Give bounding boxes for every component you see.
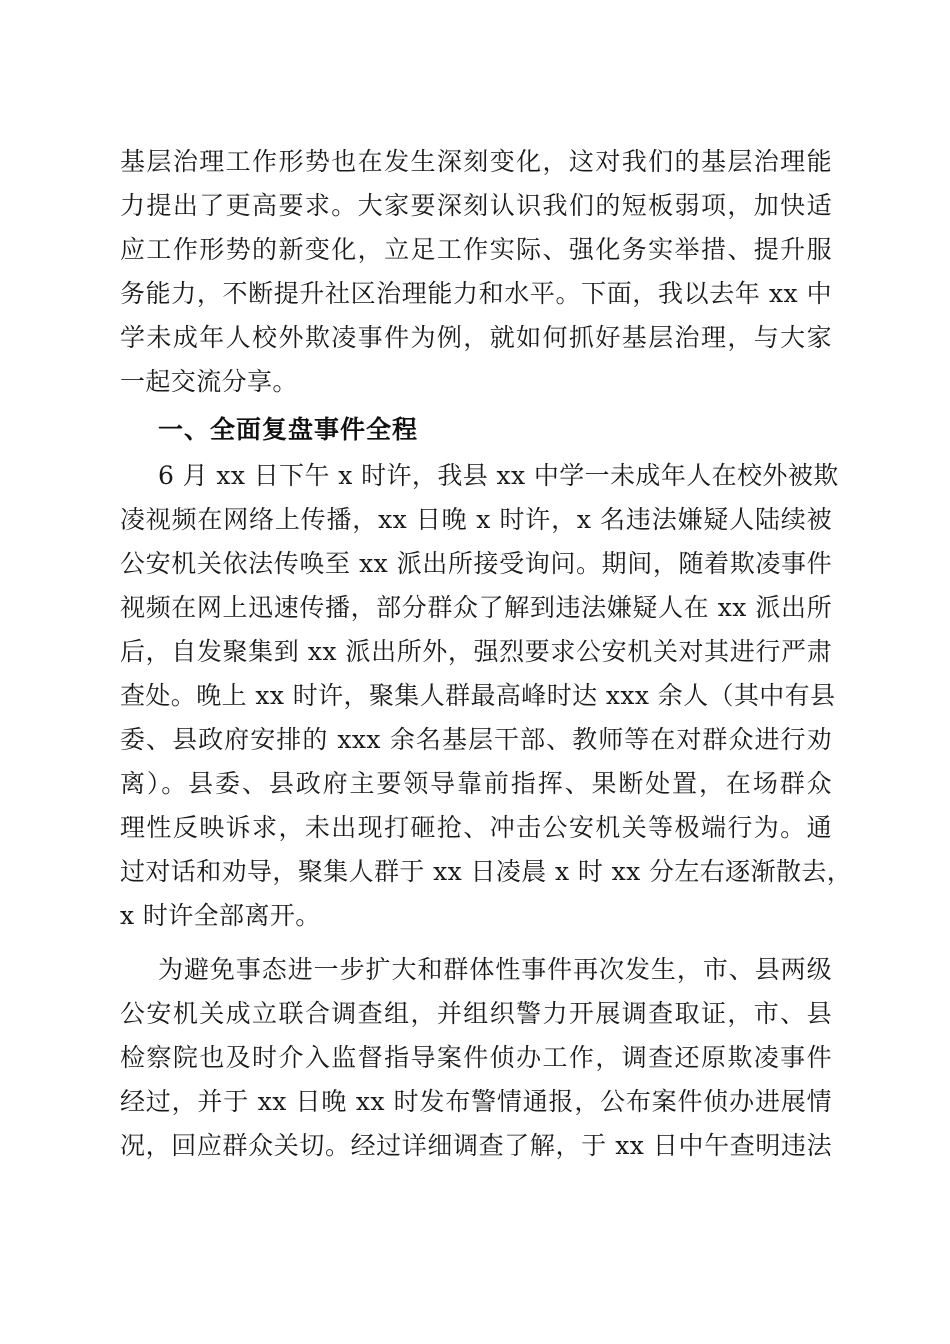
paragraph-investigation-line: 公安机关成立联合调查组，并组织警力开展调查取证，市、县 — [120, 999, 832, 1028]
paragraph-event-line: 视频在网上迅速传播，部分群众了解到违法嫌疑人在 xx 派出所 — [120, 593, 832, 622]
paragraph-event-line: 后，自发聚集到 xx 派出所外，强烈要求公安机关对其进行严肃 — [120, 637, 832, 666]
paragraph-intro-line: 应工作形势的新变化，立足工作实际、强化务实举措、提升服 — [120, 235, 832, 264]
paragraph-event-line: 委、县政府安排的 xxx 余名基层干部、教师等在对群众进行劝 — [120, 725, 832, 754]
paragraph-event-line: 查处。晚上 xx 时许，聚集人群最高峰时达 xxx 余人（其中有县 — [120, 681, 836, 710]
paragraph-intro-line: 一起交流分享。 — [120, 367, 298, 396]
paragraph-event-line: 公安机关依法传唤至 xx 派出所接受询问。期间，随着欺凌事件 — [120, 549, 832, 578]
paragraph-event-line: 6 月 xx 日下午 x 时许，我县 xx 中学一未成年人在校外被欺 — [158, 461, 839, 490]
paragraph-intro-line: 力提出了更高要求。大家要深刻认识我们的短板弱项，加快适 — [120, 191, 832, 220]
paragraph-intro-line: 学未成年人校外欺凌事件为例，就如何抓好基层治理，与大家 — [120, 323, 832, 352]
paragraph-intro-line: 务能力，不断提升社区治理能力和水平。下面，我以去年 xx 中 — [120, 279, 832, 308]
paragraph-intro-line: 基层治理工作形势也在发生深刻变化，这对我们的基层治理能 — [120, 147, 832, 176]
paragraph-event-line: x 时许全部离开。 — [120, 901, 321, 930]
paragraph-event-line: 理性反映诉求，未出现打砸抢、冲击公安机关等极端行为。通 — [120, 813, 832, 842]
paragraph-event-line: 凌视频在网络上传播，xx 日晚 x 时许，x 名违法嫌疑人陆续被 — [120, 505, 832, 534]
paragraph-investigation-line: 检察院也及时介入监督指导案件侦办工作，调查还原欺凌事件 — [120, 1043, 832, 1072]
paragraph-investigation-line: 为避免事态进一步扩大和群体性事件再次发生，市、县两级 — [158, 955, 832, 984]
paragraph-investigation-line: 况，回应群众关切。经过详细调查了解，于 xx 日中午查明违法 — [120, 1131, 832, 1160]
paragraph-event-line: 过对话和劝导，聚集人群于 xx 日凌晨 x 时 xx 分左右逐渐散去， — [120, 857, 853, 886]
paragraph-event-line: 离）。县委、县政府主要领导靠前指挥、果断处置，在场群众 — [120, 769, 832, 798]
section-heading: 一、全面复盘事件全程 — [158, 415, 419, 444]
paragraph-investigation-line: 经过，并于 xx 日晚 xx 时发布警情通报，公布案件侦办进展情 — [120, 1087, 832, 1116]
